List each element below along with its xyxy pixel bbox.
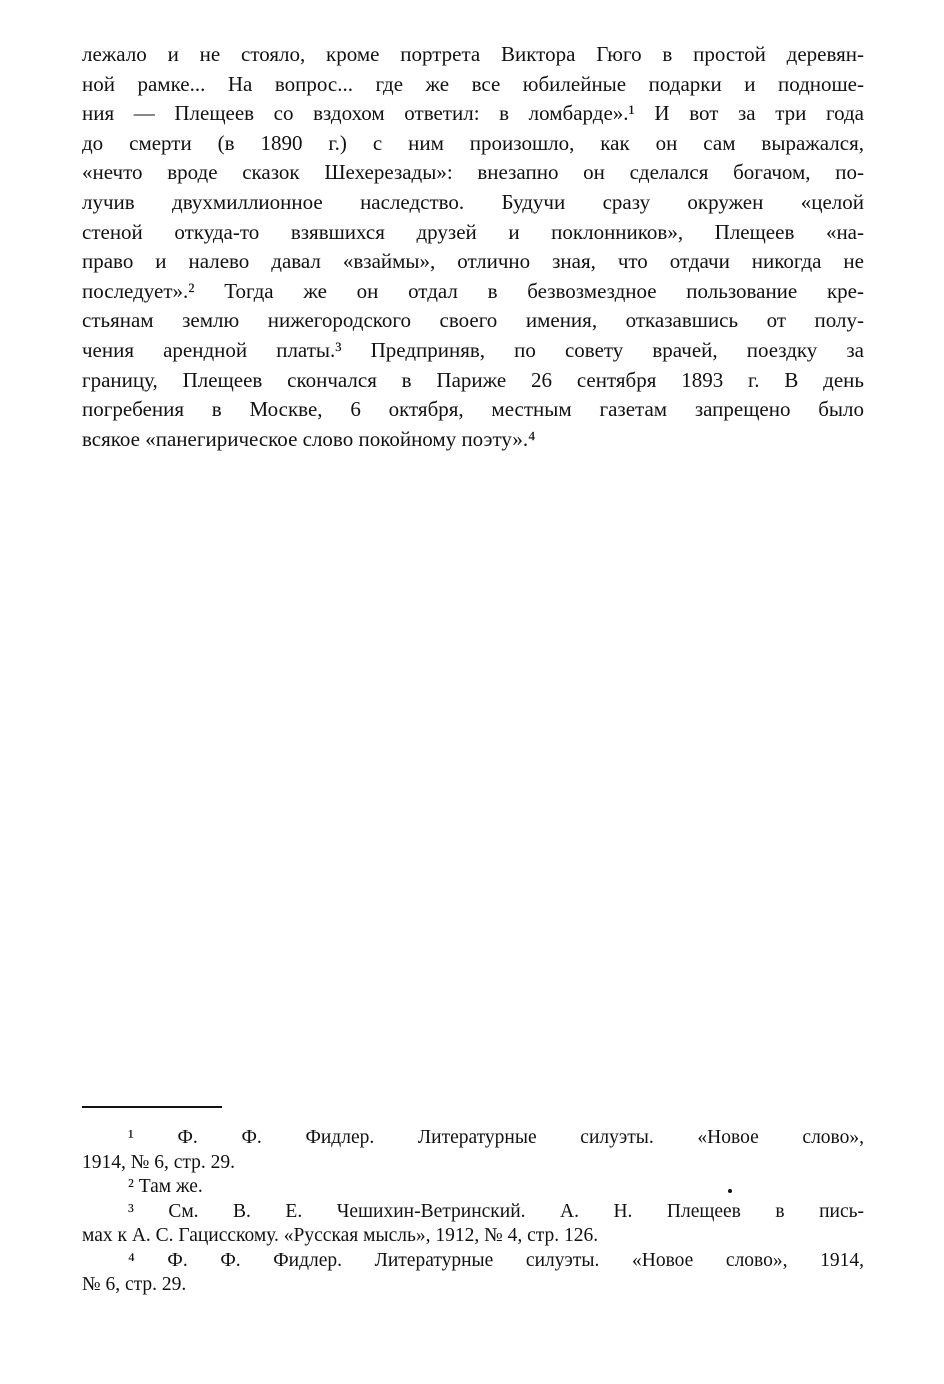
text-line: последует».² Тогда же он отдал в безвозмездное пользование кре- [82, 278, 864, 303]
footnote-line: ⁴ Ф. Ф. Фидлер. Литературные силуэты. «Новое слово», 1914, [128, 1249, 864, 1271]
text-line: до смерти (в 1890 г.) с ним произошло, как он сам выражался, [82, 130, 864, 155]
text-line: стеной откуда-то взявшихся друзей и поклонников», Плещеев «на- [82, 219, 864, 244]
text-line: ния — Плещеев со вздохом ответил: в ломбарде».¹ И вот за три года [82, 101, 864, 126]
text-line: лучив двухмиллионное наследство. Будучи сразу окружен «целой [82, 189, 864, 214]
footnotes-section [82, 1106, 864, 1298]
text-line: погребения в Москве, 6 октября, местным газетам запрещено было [82, 397, 864, 422]
text-line: лежало и не стояло, кроме портрета Виктора Гюго в простой деревян- [82, 42, 864, 66]
footnote-line: ¹ Ф. Ф. Фидлер. Литературные силуэты. «Новое слово», [128, 1127, 864, 1148]
text-line: стьянам землю нижегородского своего имения, отказавшись от полу- [82, 308, 864, 333]
text-line: ной рамке... На вопрос... где же все юбилейные подарки и подноше- [82, 71, 864, 96]
footnote-line: ² Там же. [128, 1176, 203, 1197]
text-line: право и налево давал «взаймы», отлично зная, что отдачи никогда не [82, 249, 864, 274]
footnote-line: мах к А. С. Гацисскому. «Русская мысль», 1912, № 4, стр. 126. [82, 1225, 599, 1246]
text-line: «нечто вроде сказок Шехерезады»: внезапно он сделался богачом, по- [82, 160, 864, 185]
main-text-block [82, 40, 864, 454]
text-line: всякое «панегирическое слово покойному поэту».⁴ [82, 426, 536, 451]
text-line: границу, Плещеев скончался в Париже 26 сентября 1893 г. В день [82, 367, 864, 392]
footnote-line: ³ См. В. Е. Чешихин-Ветринский. А. Н. Плещеев в пись- [128, 1200, 864, 1222]
stray-dot-mark [728, 1189, 732, 1193]
footnote-line: 1914, № 6, стр. 29. [82, 1151, 236, 1173]
text-line: чения арендной платы.³ Предприняв, по совету врачей, поездку за [82, 337, 864, 362]
footnote-line: № 6, стр. 29. [82, 1274, 187, 1295]
footnote-separator [82, 1106, 222, 1108]
